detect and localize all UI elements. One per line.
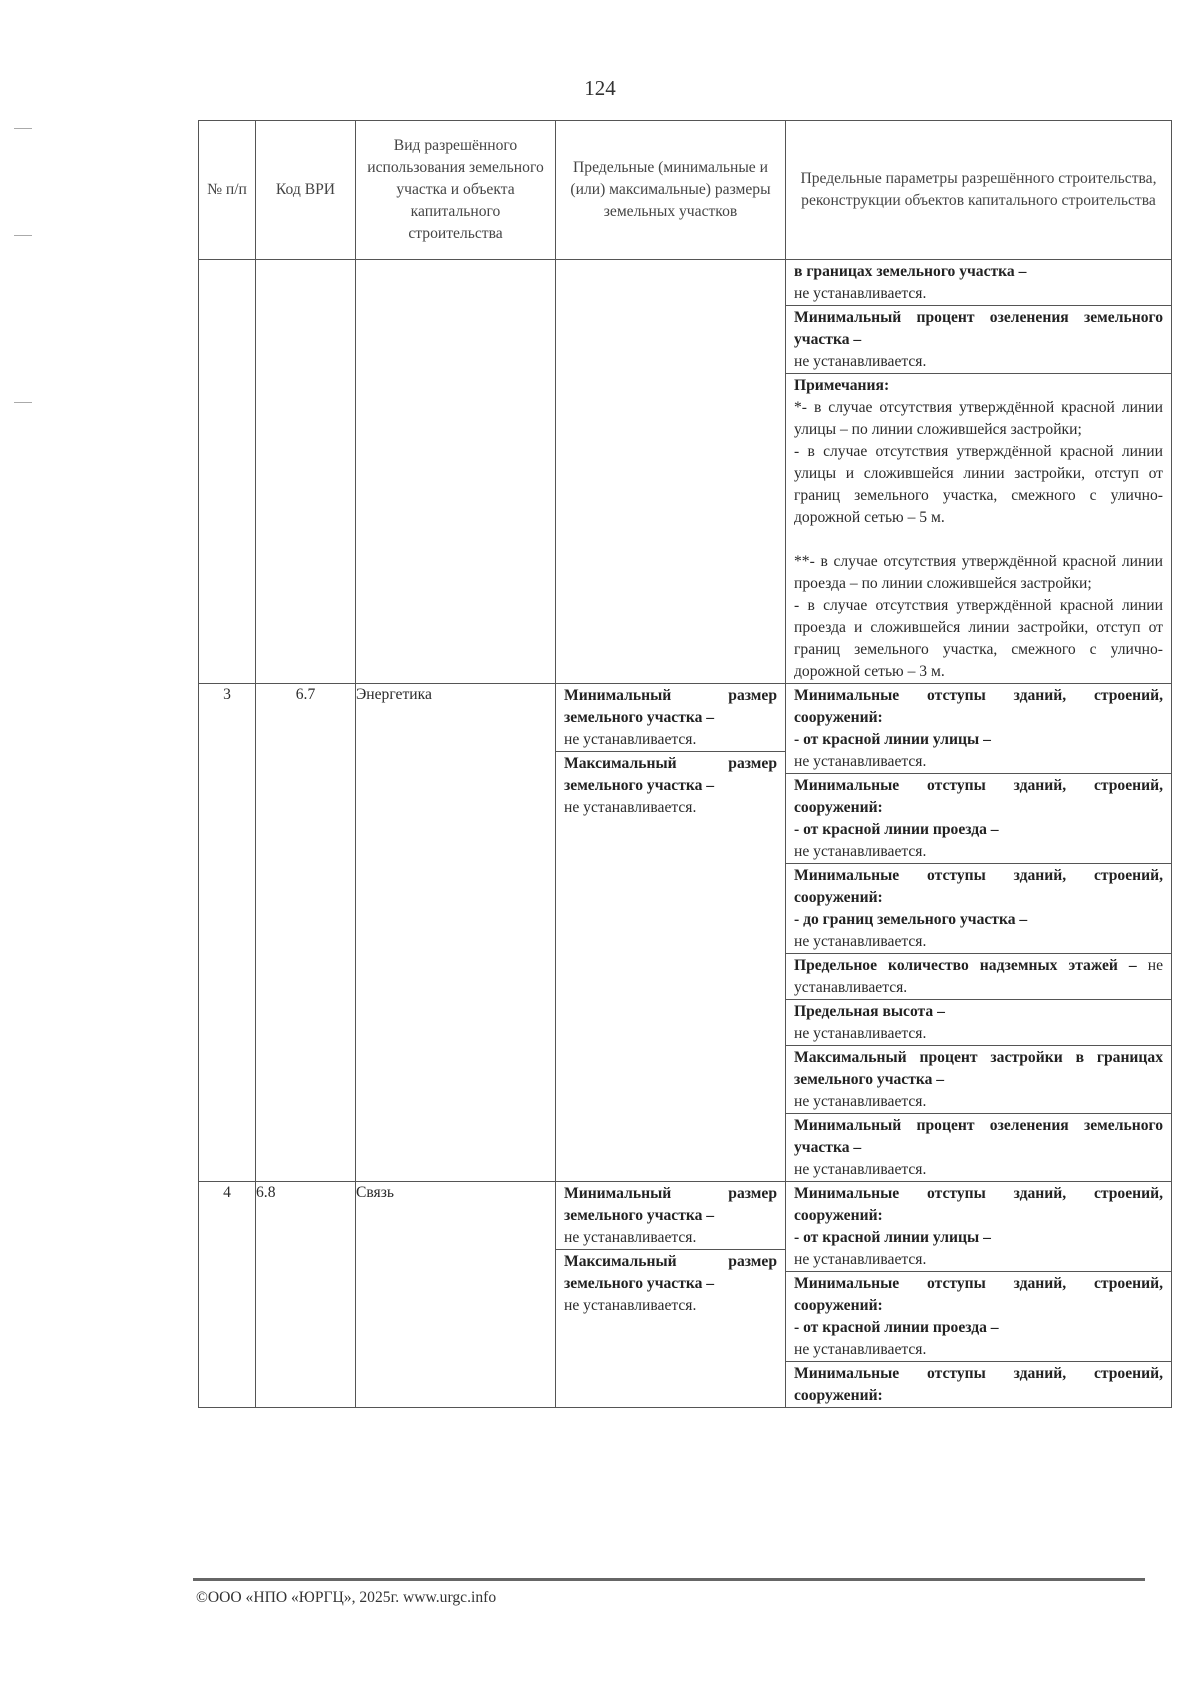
param-title: Максимальный процент застройки в границах земельного участка – bbox=[794, 1049, 1163, 1088]
cell-sizes bbox=[556, 1182, 786, 1408]
param-block bbox=[786, 1000, 1171, 1046]
footer-copyright: ©ООО «НПО «ЮРГЦ», 2025г. www.urgc.info bbox=[196, 1589, 497, 1606]
cell-params bbox=[786, 1182, 1172, 1408]
param-block bbox=[786, 684, 1171, 774]
param-title: в границах земельного участка – bbox=[794, 263, 1027, 280]
header-type: Вид разрешённого использования земельного участка и объекта капитального строительства bbox=[356, 121, 556, 260]
row-code: 6.7 bbox=[256, 684, 356, 1182]
cell-type bbox=[356, 260, 556, 684]
param-block bbox=[786, 954, 1171, 1000]
param-title: Минимальные отступы зданий, строений, сооружений: bbox=[794, 777, 1163, 816]
param-value: не устанавливается. bbox=[794, 1341, 927, 1358]
cell-num bbox=[199, 260, 256, 684]
note-item: - в случае отсутствия утверждённой красной линии проезда и сложившейся линии застройки, отступ от границ земельного участка, смежного с улично-дорожной сетью – 3 м. bbox=[794, 597, 1163, 680]
param-block bbox=[786, 1272, 1171, 1362]
param-title: Минимальные отступы зданий, строений, сооружений: bbox=[794, 1275, 1163, 1314]
header-num: № п/п bbox=[199, 121, 256, 260]
param-line: - до границ земельного участка – bbox=[794, 911, 1028, 928]
row-number: 3 bbox=[199, 684, 256, 1182]
param-block bbox=[786, 306, 1171, 374]
param-block bbox=[786, 864, 1171, 954]
param-title: Минимальные отступы зданий, строений, сооружений: bbox=[794, 687, 1163, 726]
row-use-type: Энергетика bbox=[356, 684, 556, 1182]
min-size-value: не устанавливается. bbox=[564, 731, 697, 748]
param-value: не устанавливается. bbox=[794, 1251, 927, 1268]
param-block bbox=[786, 1046, 1171, 1114]
param-value: не устанавливается. bbox=[794, 843, 927, 860]
param-value: не устанавливается. bbox=[794, 753, 927, 770]
max-size-value: не устанавливается. bbox=[564, 1297, 697, 1314]
param-block bbox=[786, 774, 1171, 864]
row-code: 6.8 bbox=[256, 1182, 356, 1408]
param-line: - от красной линии улицы – bbox=[794, 1229, 991, 1246]
param-line: - от красной линии улицы – bbox=[794, 731, 991, 748]
cell-params bbox=[786, 684, 1172, 1182]
footer-divider bbox=[193, 1578, 1145, 1581]
table-row bbox=[199, 684, 1172, 1182]
param-value: не устанавливается. bbox=[794, 285, 927, 302]
note-item: - в случае отсутствия утверждённой красной линии улицы и сложившейся линии застройки, отступ от границ земельного участка, смежного с улично-дорожной сетью – 5 м. bbox=[794, 443, 1163, 526]
row-use-type: Связь bbox=[356, 1182, 556, 1408]
row-number: 4 bbox=[199, 1182, 256, 1408]
param-block bbox=[786, 1182, 1171, 1272]
max-size-title: Максимальный размер земельного участка – bbox=[564, 755, 777, 794]
min-size-title: Минимальный размер земельного участка – bbox=[564, 687, 777, 726]
param-title: Минимальные отступы зданий, строений, сооружений: bbox=[794, 1365, 1163, 1404]
min-size-block bbox=[556, 684, 785, 752]
max-size-block bbox=[556, 752, 785, 819]
table-row-continued bbox=[199, 260, 1172, 684]
max-size-title: Максимальный размер земельного участка – bbox=[564, 1253, 777, 1292]
table-row bbox=[199, 1182, 1172, 1408]
header-sizes: Предельные (минимальные и (или) максимальные) размеры земельных участков bbox=[556, 121, 786, 260]
param-block bbox=[786, 1114, 1171, 1181]
param-value: не устанавливается. bbox=[794, 1161, 927, 1178]
margin-mark bbox=[14, 402, 32, 403]
param-value: не устанавливается. bbox=[794, 353, 927, 370]
page-number: 124 bbox=[584, 76, 616, 100]
cell-params bbox=[786, 260, 1172, 684]
param-line: - от красной линии проезда – bbox=[794, 821, 999, 838]
note-item: **- в случае отсутствия утверждённой красной линии проезда – по линии сложившейся застройки; bbox=[794, 553, 1163, 592]
min-size-block bbox=[556, 1182, 785, 1250]
param-value: не устанавливается. bbox=[794, 1093, 927, 1110]
param-block bbox=[786, 1362, 1171, 1407]
param-value: не устанавливается. bbox=[794, 957, 1164, 996]
param-value: не устанавливается. bbox=[794, 933, 927, 950]
margin-mark bbox=[14, 128, 32, 129]
cell-sizes bbox=[556, 260, 786, 684]
table-header-row bbox=[199, 121, 1172, 260]
param-title: Минимальный процент озеленения земельного участка – bbox=[794, 1117, 1163, 1156]
max-size-value: не устанавливается. bbox=[564, 799, 697, 816]
max-size-block bbox=[556, 1250, 785, 1317]
param-title: Минимальные отступы зданий, строений, сооружений: bbox=[794, 867, 1163, 906]
notes-block bbox=[786, 374, 1171, 683]
param-title: Предельное количество надземных этажей – bbox=[794, 957, 1137, 974]
note-item: *- в случае отсутствия утверждённой красной линии улицы – по линии сложившейся застройки; bbox=[794, 399, 1163, 438]
min-size-title: Минимальный размер земельного участка – bbox=[564, 1185, 777, 1224]
header-params: Предельные параметры разрешённого строительства, реконструкции объектов капитального строительства bbox=[786, 121, 1172, 260]
param-value: не устанавливается. bbox=[794, 1025, 927, 1042]
regulations-table bbox=[198, 120, 1172, 1408]
min-size-value: не устанавливается. bbox=[564, 1229, 697, 1246]
param-title: Минимальные отступы зданий, строений, сооружений: bbox=[794, 1185, 1163, 1224]
margin-mark bbox=[14, 235, 32, 236]
param-title: Предельная высота – bbox=[794, 1003, 945, 1020]
header-code: Код ВРИ bbox=[256, 121, 356, 260]
notes-title: Примечания: bbox=[794, 377, 890, 394]
cell-sizes bbox=[556, 684, 786, 1182]
cell-code bbox=[256, 260, 356, 684]
param-title: Минимальный процент озеленения земельного участка – bbox=[794, 309, 1163, 348]
param-block bbox=[786, 260, 1171, 306]
param-line: - от красной линии проезда – bbox=[794, 1319, 999, 1336]
